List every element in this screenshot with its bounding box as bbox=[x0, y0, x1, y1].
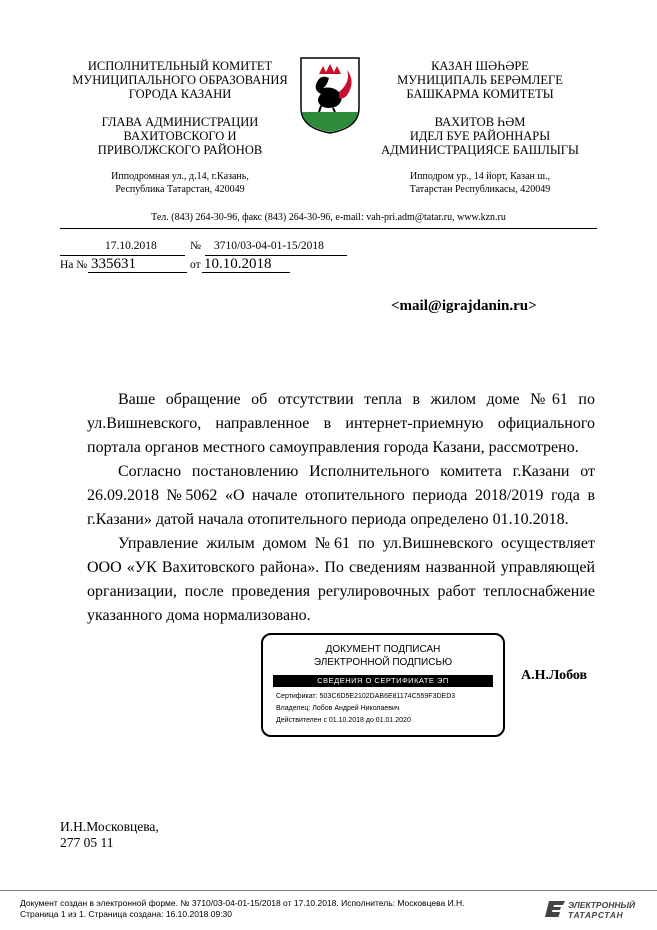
recipient-email: <mail@igrajdanin.ru> bbox=[391, 298, 537, 314]
body-paragraph: Ваше обращение об отсутствии тепла в жилом доме №61 по ул.Вишневского, направленное в интернет-приемную официального портала органов местного самоуправления города Казани, рассмотрено. bbox=[87, 391, 595, 456]
stamp-title-line: ЭЛЕКТРОННОЙ ПОДПИСЬЮ bbox=[313, 657, 453, 668]
stamp-certificate: Сертификат: 50ЗC6D5E2102DAB6E81174C559F3DED3 bbox=[276, 693, 456, 700]
right-address bbox=[360, 170, 600, 196]
left-address-line: Республика Татарстан, 420049 bbox=[115, 184, 245, 195]
footer-line: Страница 1 из 1. Страница создана: 16.10.2018 09:30 bbox=[20, 909, 233, 919]
electronic-tatarstan-logo bbox=[545, 899, 645, 921]
left-dept-line: ГЛАВА АДМИНИСТРАЦИИ bbox=[101, 115, 259, 129]
body-paragraph: Управление жилым домом №61 по ул.Вишневского осуществляет ООО «УК Вахитовского района». По сведениям названной управляющей организации, после проведения регулировочных работ теплоснабжение указанного дома нормализовано. bbox=[87, 535, 595, 624]
footer-divider bbox=[0, 890, 657, 891]
left-org-line: МУНИЦИПАЛЬНОГО ОБРАЗОВАНИЯ bbox=[72, 73, 288, 87]
logo-line: ТАТАРСТАН bbox=[568, 910, 624, 920]
incoming-label: На № bbox=[60, 259, 88, 271]
footer-info bbox=[20, 898, 465, 920]
signatory-name: А.Н.Лобов bbox=[521, 668, 588, 683]
incoming-date: 10.10.2018 bbox=[204, 256, 272, 272]
stamp-owner: Владелец: Лобов Андрей Николаевич bbox=[276, 705, 400, 712]
right-address-line: Ипподром ур., 14 йорт, Казан ш., bbox=[409, 171, 551, 182]
right-dept-name bbox=[360, 115, 600, 157]
stamp-title bbox=[263, 643, 503, 669]
left-org-line: ГОРОДА КАЗАНИ bbox=[128, 87, 232, 101]
contact-line: Тел. (843) 264-30-96, факс (843) 264-30-96, e-mail: vah-pri.adm@tatar.ru, www.kzn.ru bbox=[151, 212, 506, 223]
registration-number-label: № bbox=[190, 240, 201, 252]
left-dept-line: ПРИВОЛЖСКОГО РАЙОНОВ bbox=[97, 143, 263, 157]
left-dept-line: ВАХИТОВСКОГО И bbox=[123, 129, 237, 143]
right-dept-line: ВАХИТОВ ҺӘМ bbox=[434, 115, 526, 129]
registration-date: 17.10.2018 bbox=[105, 240, 157, 252]
left-dept-name bbox=[60, 115, 300, 157]
executor-phone: 277 05 11 bbox=[60, 835, 114, 850]
incoming-number: 335631 bbox=[91, 256, 136, 272]
left-org-line: ИСПОЛНИТЕЛЬНЫЙ КОМИТЕТ bbox=[87, 59, 273, 73]
stamp-certificate-bar: СВЕДЕНИЯ О СЕРТИФИКАТЕ ЭП bbox=[273, 675, 493, 687]
stamp-title-line: ДОКУМЕНТ ПОДПИСАН bbox=[325, 644, 441, 655]
right-org-line: МУНИЦИПАЛЬ БЕРӘМЛЕГЕ bbox=[397, 73, 563, 87]
incoming-number-underline bbox=[88, 272, 187, 273]
incoming-from-label: от bbox=[190, 259, 201, 271]
tatarstan-logo-icon bbox=[545, 899, 567, 919]
right-dept-line: ИДЕЛ БУЕ РАЙОННАРЫ bbox=[409, 129, 551, 143]
right-org-name bbox=[360, 59, 600, 101]
right-org-line: КАЗАН ШӘҺӘРЕ bbox=[431, 59, 529, 73]
kazan-coat-of-arms-icon bbox=[299, 56, 361, 134]
left-address bbox=[60, 170, 300, 196]
left-org-name bbox=[60, 59, 300, 101]
right-org-line: БАШКАРМА КОМИТЕТЫ bbox=[406, 87, 554, 101]
right-dept-line: АДМИНИСТРАЦИЯСЕ БАШЛЫГЫ bbox=[381, 143, 579, 157]
logo-line: ЭЛЕКТРОННЫЙ bbox=[568, 900, 636, 910]
registration-number: 3710/03-04-01-15/2018 bbox=[214, 240, 324, 252]
incoming-date-underline bbox=[202, 272, 290, 273]
body-paragraph: Согласно постановлению Исполнительного комитета г.Казани от 26.09.2018 №5062 «О начале отопительного периода 2018/2019 года в г.Казани» датой начала отопительного периода определено 01.10.2018. bbox=[87, 463, 595, 528]
letter-body bbox=[87, 388, 595, 628]
left-address-line: Ипподромная ул., д.14, г.Казань, bbox=[111, 171, 249, 182]
header-divider bbox=[60, 228, 597, 229]
electronic-signature-stamp bbox=[261, 633, 505, 737]
executor-name: И.Н.Московцева, bbox=[60, 819, 159, 834]
right-address-line: Татарстан Республикасы, 420049 bbox=[409, 184, 551, 195]
footer-line: Документ создан в электронной форме. № 3710/03-04-01-15/2018 от 17.10.2018. Исполнитель: Московцева И.Н. bbox=[20, 898, 465, 908]
stamp-validity: Действителен с 01.10.2018 до 01.01.2020 bbox=[276, 717, 411, 724]
